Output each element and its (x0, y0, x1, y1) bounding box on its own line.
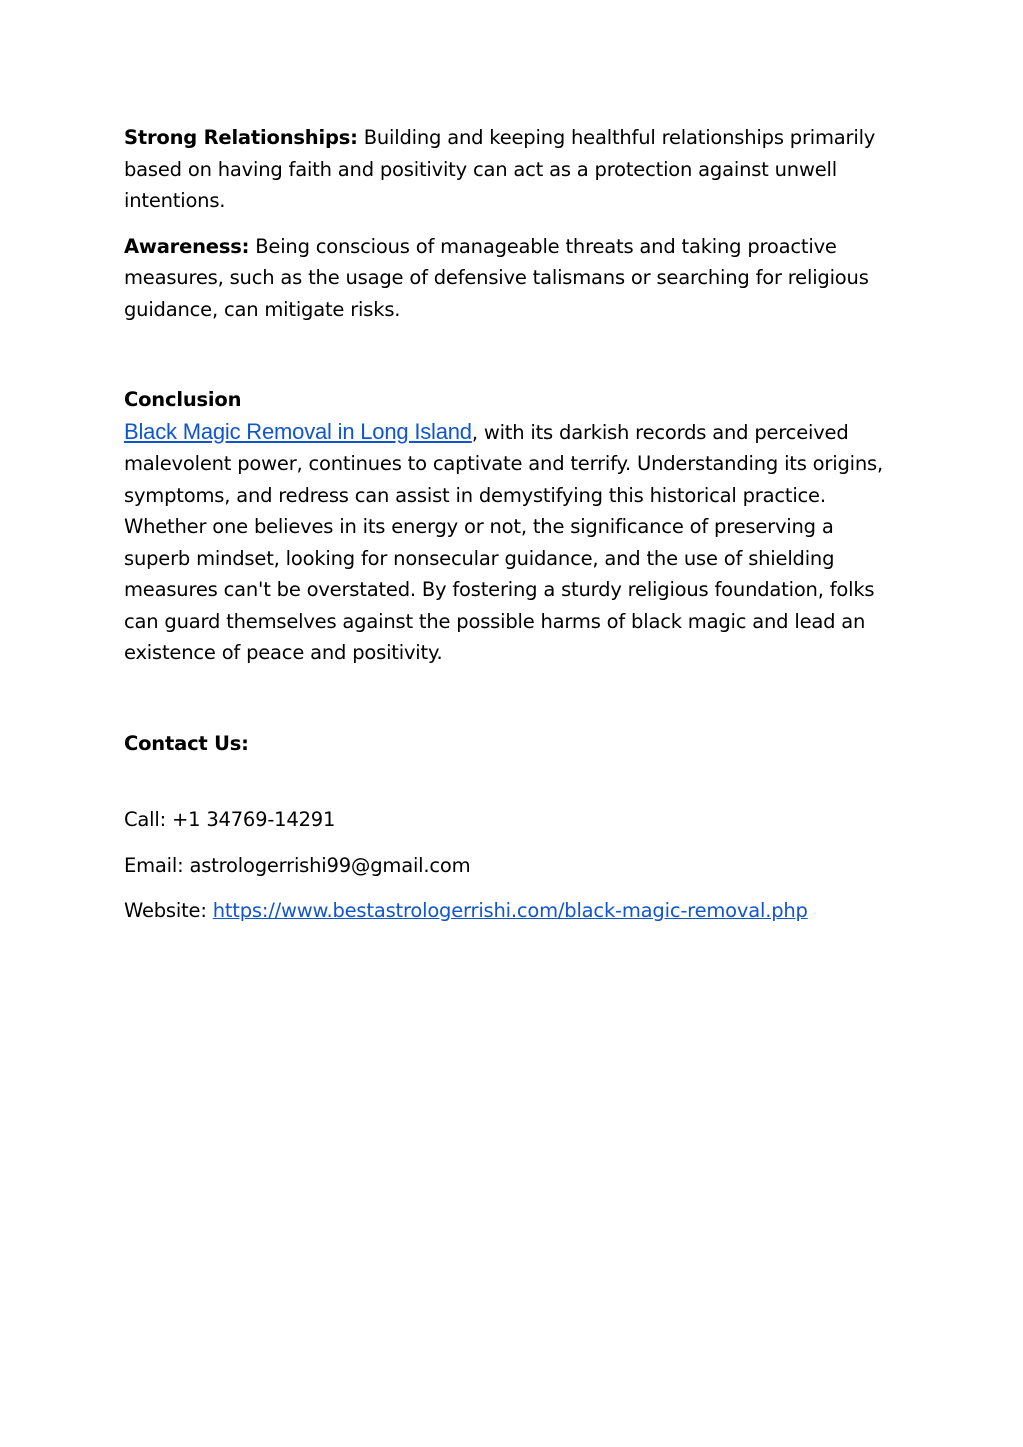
conclusion-heading: Conclusion (124, 388, 242, 411)
website-link[interactable]: https://www.bestastrologerrishi.com/black-magic-removal.php (212, 899, 808, 922)
contact-call: Call: +1 34769-14291 (124, 808, 336, 831)
spacer (124, 339, 904, 384)
spacer (124, 759, 904, 804)
awareness-text: Being conscious of manageable threats and taking proactive measures, such as the usage of defensive talismans or searching for religious guidance, can mitigate risks. (124, 234, 869, 321)
document-body (124, 122, 904, 941)
strong-relationships-paragraph (124, 122, 904, 217)
conclusion-paragraph (124, 416, 904, 669)
strong-relationships-text: Building and keeping healthful relationships primarily based on having faith and positivity can act as a protection against unwell intentions. (124, 126, 876, 212)
contact-email: Email: astrologerrishi99@gmail.com (124, 853, 471, 877)
contact-heading: Contact Us: (124, 731, 249, 755)
strong-relationships-label: Strong Relationships: (124, 126, 358, 149)
contact-website-line (124, 895, 904, 927)
awareness-label: Awareness: (124, 234, 250, 258)
awareness-paragraph (124, 231, 904, 326)
black-magic-removal-link[interactable]: Black Magic Removal in Long Island (124, 418, 472, 444)
spacer (124, 683, 904, 728)
conclusion-text: , with its darkish records and perceived malevolent power, continues to captivate and terrify. Understanding its origins, symptoms, and redress can assist in demystifying this historical practice. Whether one believes in its energy or not, the significance of preserving a superb mindset, looking for nonsecular guidance, and the use of shielding measures can't be overstated. By fostering a sturdy religious foundation, folks can guard themselves against the possible harms of black magic and lead an existence of peace and positivity. (124, 420, 883, 664)
contact-website-label: Website: (124, 899, 213, 922)
